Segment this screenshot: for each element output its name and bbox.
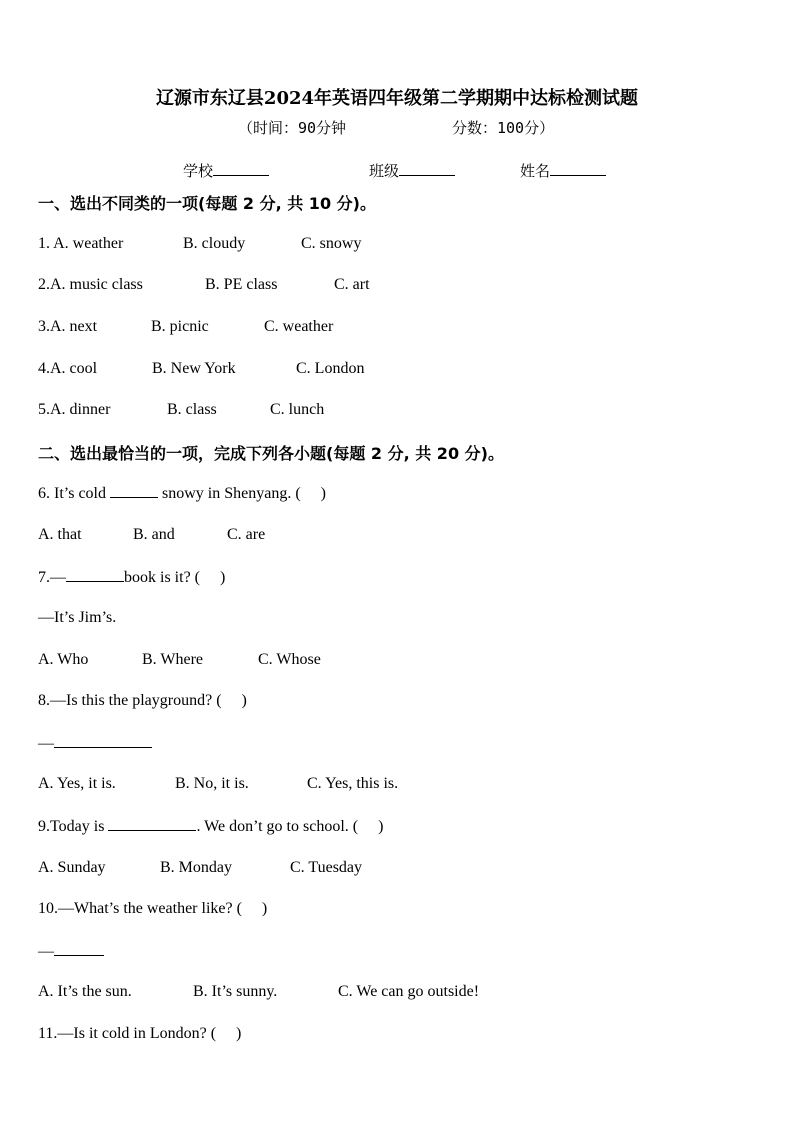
- question-3-c: C. weather: [264, 318, 334, 335]
- question-4-b: B. New York: [152, 360, 236, 377]
- question-8-option-b: B. No, it is.: [175, 775, 249, 792]
- question-7-option-a: A. Who: [38, 651, 89, 668]
- class-field[interactable]: [369, 160, 455, 181]
- exam-title: 辽源市东辽县2024年英语四年级第二学期期中达标检测试题: [155, 88, 639, 109]
- question-9-option-a: A. Sunday: [38, 859, 106, 876]
- question-2-c: C. art: [334, 276, 370, 293]
- question-4-a: 4.A. cool: [38, 360, 98, 377]
- name-blank[interactable]: [550, 161, 606, 176]
- school-blank[interactable]: [213, 161, 269, 176]
- question-2-b: B. PE class: [205, 276, 278, 293]
- question-8-option-a: A. Yes, it is.: [38, 775, 116, 792]
- question-10-options: [38, 982, 480, 1002]
- question-8-answer-line: [38, 733, 152, 754]
- question-10-option-b: B. It’s sunny.: [193, 983, 278, 1000]
- question-6: [38, 483, 326, 504]
- question-8-option-c: C. Yes, this is.: [307, 775, 399, 792]
- exam-time: （时间：90分钟: [238, 119, 347, 137]
- question-1-a: 1. A. weather: [38, 235, 124, 252]
- name-label: 姓名: [520, 162, 551, 180]
- question-7-option-c: C. Whose: [258, 651, 321, 668]
- question-6-option-a: A. that: [38, 526, 82, 543]
- question-6-option-b: B. and: [133, 526, 175, 543]
- question-7-answer: —It’s Jim’s.: [38, 609, 117, 626]
- question-5-c: C. lunch: [270, 401, 325, 418]
- question-2: [38, 275, 370, 295]
- question-5-a: 5.A. dinner: [38, 401, 111, 418]
- question-9-blank[interactable]: [108, 816, 196, 831]
- question-11: 11.—Is it cold in London? ( ): [38, 1025, 242, 1042]
- question-7: [38, 567, 225, 588]
- question-7-stem-start: 7.—: [38, 569, 66, 586]
- class-label: 班级: [369, 162, 400, 180]
- exam-score: 分数：100分）: [452, 119, 555, 137]
- question-1: [38, 234, 362, 254]
- question-8-blank[interactable]: [54, 733, 152, 748]
- question-9: [38, 816, 383, 837]
- question-6-blank[interactable]: [110, 483, 158, 498]
- question-3-b: B. picnic: [151, 318, 209, 335]
- question-10-option-c: C. We can go outside!: [338, 983, 480, 1000]
- question-7-option-b: B. Where: [142, 651, 204, 668]
- section-2-heading: 二、选出最恰当的一项，完成下列各小题(每题 2 分, 共 20 分)。: [38, 444, 504, 463]
- question-7-options: [38, 650, 321, 670]
- question-9-stem-end: . We don’t go to school. ( ): [196, 818, 384, 835]
- question-6-option-c: C. are: [227, 526, 266, 543]
- question-10-blank[interactable]: [54, 941, 104, 956]
- question-7-blank[interactable]: [66, 567, 124, 582]
- question-6-stem-end: snowy in Shenyang. ( ): [158, 485, 326, 502]
- question-2-a: 2.A. music class: [38, 276, 143, 293]
- question-9-stem-start: 9.Today is: [38, 818, 109, 835]
- question-8-options: [38, 774, 399, 794]
- class-blank[interactable]: [399, 161, 455, 176]
- question-10-option-a: A. It’s the sun.: [38, 983, 132, 1000]
- question-5: [38, 400, 325, 420]
- question-4: [38, 359, 365, 379]
- question-10-answer-line: [38, 941, 104, 962]
- question-9-options: [38, 858, 363, 878]
- question-5-b: B. class: [167, 401, 217, 418]
- question-3: [38, 317, 334, 337]
- question-9-option-b: B. Monday: [160, 859, 232, 876]
- question-4-c: C. London: [296, 360, 365, 377]
- question-10-dash: —: [38, 943, 54, 960]
- name-field[interactable]: [520, 160, 606, 181]
- question-3-a: 3.A. next: [38, 318, 98, 335]
- question-9-option-c: C. Tuesday: [290, 859, 363, 876]
- question-10: 10.—What’s the weather like? ( ): [38, 900, 268, 917]
- question-8-dash: —: [38, 735, 54, 752]
- question-6-options: [38, 525, 266, 545]
- school-label: 学校: [183, 162, 214, 180]
- question-8: 8.—Is this the playground? ( ): [38, 692, 247, 709]
- section-1-heading: 一、选出不同类的一项(每题 2 分, 共 10 分)。: [38, 194, 376, 213]
- question-1-c: C. snowy: [301, 235, 362, 252]
- question-6-stem-start: 6. It’s cold: [38, 485, 110, 502]
- question-1-b: B. cloudy: [183, 235, 246, 252]
- question-7-stem-end: book is it? ( ): [124, 569, 226, 586]
- school-field[interactable]: [183, 160, 269, 181]
